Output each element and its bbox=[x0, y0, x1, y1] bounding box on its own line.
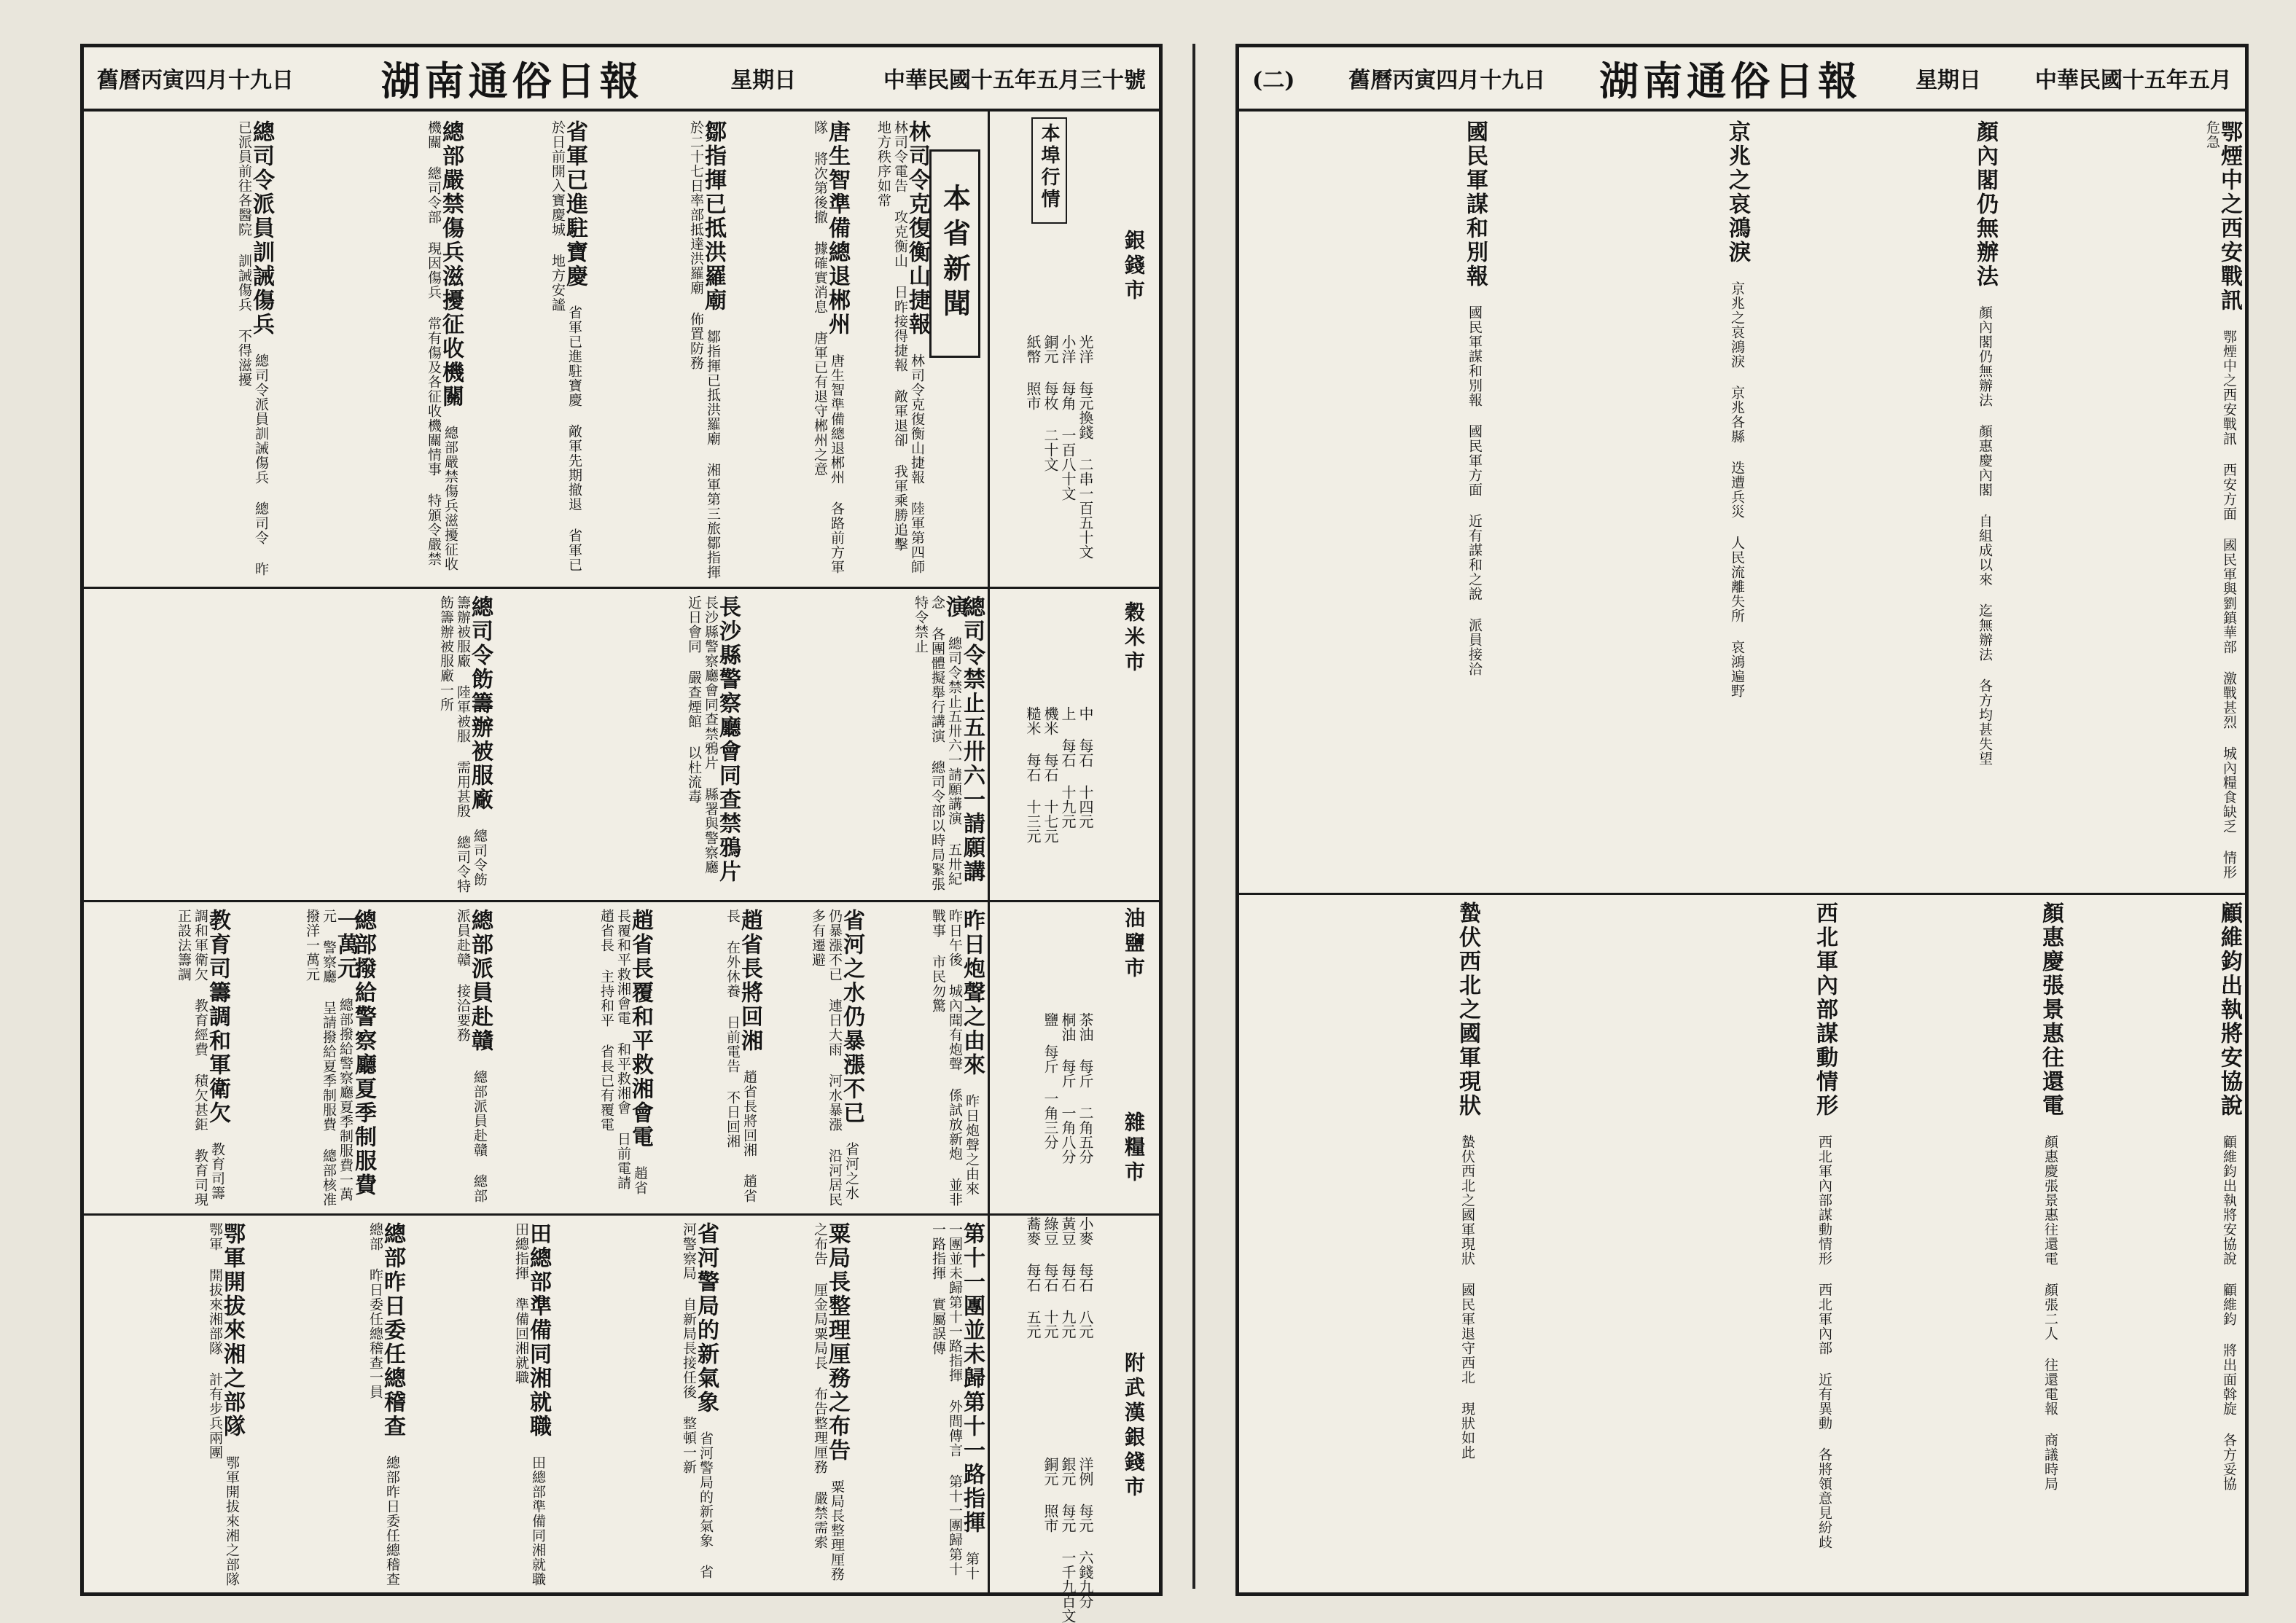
article-16-headline: 教育司籌調和軍衛欠 bbox=[205, 909, 230, 1125]
market-grain-line-2: 黃豆 每石 九元 bbox=[1059, 1216, 1077, 1339]
market-silver-line-1: 光洋 每元換錢 二串一百五十文 bbox=[1077, 335, 1094, 559]
article-6 bbox=[91, 120, 274, 579]
article-12 bbox=[652, 909, 762, 1208]
market-divider bbox=[988, 112, 990, 1592]
right-article-8-body: 蟄伏西北之國軍現狀 國民軍退守西北 現狀如此 bbox=[1459, 1135, 1475, 1460]
market-rice-line-2: 上 每石 十九元 bbox=[1059, 706, 1077, 829]
article-3-body: 鄒指揮已抵洪羅廟 湘軍第三旅鄒指揮 於二十七日率部抵達洪羅廟 佈置防務 bbox=[688, 120, 721, 579]
article-10 bbox=[864, 909, 985, 1208]
article-10-headline: 昨日炮聲之由來 bbox=[959, 909, 985, 1077]
market-silver-line-4: 紙幣 照市 bbox=[1024, 335, 1042, 410]
market-grain-line-4: 蕎麥 每石 五元 bbox=[1024, 1216, 1042, 1339]
market-silver-line-3: 銅元 每枚 二十文 bbox=[1042, 335, 1059, 472]
article-21-body: 總部昨日委任總稽查 總部 昨日委任總稽查一員 bbox=[367, 1222, 400, 1587]
right-article-7-headline: 西北軍內部謀動情形 bbox=[1812, 902, 1838, 1118]
right-article-3-body: 京兆之哀鴻淚 京兆各縣 迭遭兵災 人民流離失所 哀鴻遍野 bbox=[1729, 281, 1745, 698]
article-19-body: 省河警局的新氣象 省河警察局 自新局長接任後 整頓一新 bbox=[681, 1222, 714, 1579]
article-4-headline: 省軍已進駐寶慶 bbox=[562, 120, 587, 289]
article-20-headline: 田總部準備同湘就職 bbox=[526, 1222, 551, 1439]
article-22 bbox=[91, 1222, 245, 1587]
right-paper-title: 湖南通俗日報 bbox=[1599, 57, 1862, 104]
article-13 bbox=[492, 909, 653, 1208]
market-silver-line-2: 小洋 每角 一百八十文 bbox=[1059, 335, 1077, 501]
article-8-body: 長沙縣警察廳會同查禁鴉片 縣署與警察廳 近日會同 嚴查煙館 以杜流毒 bbox=[686, 595, 719, 875]
market-grain-line-1: 小麥 每石 八元 bbox=[1077, 1216, 1094, 1339]
article-5-headline: 總部嚴禁傷兵滋擾征收機關 bbox=[438, 120, 464, 409]
article-5 bbox=[273, 120, 464, 579]
article-19-headline: 省河警局的新氣象 bbox=[693, 1222, 719, 1415]
article-2-body: 唐生智準備總退郴州 各路前方軍隊 將次第後撤 據確實消息 唐軍已有退守郴州之意 bbox=[812, 120, 845, 574]
article-17 bbox=[849, 1222, 985, 1587]
right-article-4-headline: 國民軍謀和別報 bbox=[1462, 120, 1488, 289]
left-weekday: 星期日 bbox=[730, 68, 797, 93]
right-article-5-headline: 顧維鈞出執將安協說 bbox=[2217, 902, 2242, 1118]
article-14 bbox=[375, 909, 493, 1208]
right-article-2-headline: 顏內閣仍無辦法 bbox=[1972, 120, 1998, 289]
article-12-headline: 趙省長將回湘 bbox=[737, 909, 762, 1053]
article-18 bbox=[718, 1222, 850, 1587]
right-article-1 bbox=[1997, 120, 2242, 885]
article-15 bbox=[230, 909, 376, 1208]
right-article-7 bbox=[1480, 902, 1838, 1583]
left-date: 中華民國十五年五月三十號 bbox=[883, 68, 1146, 93]
article-22-headline: 鄂軍開拔來湘之部隊 bbox=[219, 1222, 245, 1439]
right-article-6-headline: 顏惠慶張景惠往還電 bbox=[2038, 902, 2063, 1118]
article-2 bbox=[725, 120, 850, 579]
market-grain-list bbox=[1002, 1111, 1112, 1339]
article-13-headline: 趙省長覆和平救湘會電 bbox=[628, 909, 653, 1149]
article-14-headline: 總部派員赴贛 bbox=[467, 909, 493, 1053]
market-wuhan-list bbox=[1002, 1352, 1112, 1623]
center-gutter bbox=[1192, 44, 1195, 1589]
article-6-body: 總司令派員訓誡傷兵 總司令 昨已派員前往各醫院 訓誡傷兵 不得滋擾 bbox=[236, 120, 269, 576]
market-oil-line-1: 茶油 每斤 二角五分 bbox=[1077, 1012, 1094, 1164]
right-article-1-body: 鄂煙中之西安戰訊 西安方面 國民軍與劉鎮華部 激戰甚烈 城內糧食缺乏 情形危急 bbox=[2204, 120, 2237, 880]
article-17-headline: 第十一團並未歸第十一路指揮 bbox=[959, 1222, 985, 1535]
article-3-headline: 鄒指揮已抵洪羅廟 bbox=[700, 120, 726, 313]
article-5-body: 總部嚴禁傷兵滋擾征收機關 總司令部 現因傷兵 常有傷及各征收機關情事 特頒令嚴禁 bbox=[426, 120, 458, 571]
article-8-headline: 長沙縣警察廳會同查禁鴉片 bbox=[715, 595, 741, 884]
right-masthead bbox=[1239, 47, 2245, 112]
article-9-body: 總司令飭籌辦被服廠 陸軍被服 需用甚殷 總司令特飭籌辦被服廠一所 bbox=[438, 595, 488, 893]
market-silver-list bbox=[1002, 230, 1112, 559]
market-silver-title: 銀錢市 bbox=[1122, 230, 1146, 304]
market-wuhan-line-1: 洋例 每元 六錢九分 bbox=[1077, 1457, 1094, 1608]
market-wuhan-title: 附武漢銀錢市 bbox=[1122, 1352, 1146, 1501]
article-4-body: 省軍已進駐寶慶 敵軍先期撤退 省軍已於日前開入寶慶城 地方安謐 bbox=[550, 120, 582, 572]
article-1-body: 林司令克復衡山捷報 陸軍第四師林司令電告 攻克衡山 日昨接得捷報 敵軍退卻 我軍乘勝追擊 地方秩序如常 bbox=[875, 120, 925, 574]
market-rice-line-4: 糙米 每石 十三元 bbox=[1024, 706, 1042, 843]
article-22-body: 鄂軍開拔來湘之部隊 鄂軍 開拔來湘部隊 計有步兵兩團 bbox=[207, 1222, 240, 1587]
article-16 bbox=[91, 909, 230, 1208]
article-12-body: 趙省長將回湘 趙省長 在外休養 日前電告 不日回湘 bbox=[725, 909, 757, 1203]
article-20 bbox=[405, 1222, 551, 1587]
market-grain-title: 雜糧市 bbox=[1122, 1111, 1146, 1186]
article-3 bbox=[587, 120, 726, 579]
article-15-headline: 總部撥給警察廳夏季制服費一萬元 bbox=[333, 909, 376, 1197]
right-tier-rule bbox=[1239, 893, 2245, 895]
left-lunar-date: 舊曆丙寅四月十九日 bbox=[97, 68, 294, 93]
left-masthead bbox=[84, 47, 1159, 112]
right-article-3-headline: 京兆之哀鴻淚 bbox=[1725, 120, 1750, 265]
market-oil-line-2: 桐油 每斤 一角八分 bbox=[1059, 1012, 1077, 1164]
right-page-number: (二) bbox=[1252, 68, 1295, 93]
right-article-6-body: 顏惠慶張景惠往還電 顏張二人 往還電報 商議時局 bbox=[2042, 1135, 2058, 1491]
right-weekday: 星期日 bbox=[1916, 68, 1982, 93]
market-rice-title: 穀米市 bbox=[1122, 601, 1146, 676]
article-11 bbox=[762, 909, 864, 1208]
article-7-headline: 總司令禁止五卅六一請願講演 bbox=[942, 595, 985, 884]
market-rice-list bbox=[1002, 601, 1112, 893]
article-21 bbox=[244, 1222, 405, 1587]
right-lunar-date: 舊曆丙寅四月十九日 bbox=[1348, 68, 1546, 93]
article-10-body: 昨日炮聲之由來 昨日午後 城內聞有炮聲 係試放新炮 並非戰事 市民勿驚 bbox=[930, 909, 980, 1207]
article-11-headline: 省河之水仍暴漲不已 bbox=[839, 909, 864, 1125]
right-article-5 bbox=[2063, 902, 2242, 1583]
market-grain-line-3: 綠豆 每石 十元 bbox=[1042, 1216, 1059, 1339]
right-article-3 bbox=[1487, 120, 1750, 885]
article-1-headline: 林司令克復衡山捷報 bbox=[905, 120, 930, 337]
right-article-4 bbox=[1246, 120, 1488, 885]
tier-rule-1 bbox=[84, 587, 1159, 589]
article-18-headline: 粟局長整理厘務之布告 bbox=[824, 1222, 850, 1463]
article-8 bbox=[492, 595, 741, 894]
article-20-body: 田總部準備同湘就職 田總指揮 準備回湘就職 bbox=[513, 1222, 546, 1587]
article-1 bbox=[849, 120, 930, 579]
right-article-2-body: 顏內閣仍無辦法 顏惠慶內閣 自組成以來 迄無辦法 各方均甚失望 bbox=[1977, 305, 1993, 766]
article-15-body: 總部撥給警察廳夏季制服費一萬元 警察廳 呈請撥給夏季制服費 總部核准撥洋一萬元 bbox=[304, 909, 354, 1207]
right-page bbox=[1235, 44, 2249, 1596]
market-title-box: 本埠行情 bbox=[1031, 117, 1067, 224]
market-wuhan-line-2: 銀元 每元 一千九百文 bbox=[1059, 1457, 1077, 1623]
market-rice-line-1: 中 每石 十四元 bbox=[1077, 706, 1094, 829]
right-article-4-body: 國民軍謀和別報 國民軍方面 近有謀和之說 派員接洽 bbox=[1467, 305, 1483, 676]
right-article-1-headline: 鄂煙中之西安戰訊 bbox=[2217, 120, 2242, 313]
article-2-headline: 唐生智準備總退郴州 bbox=[824, 120, 850, 337]
article-9-headline: 總司令飭籌辦被服廠 bbox=[467, 595, 493, 812]
right-date: 中華民國十五年五月 bbox=[2034, 68, 2232, 93]
article-14-body: 總部派員赴贛 總部 派員赴贛 接洽要務 bbox=[455, 909, 488, 1203]
article-7 bbox=[740, 595, 985, 894]
right-article-2 bbox=[1749, 120, 1998, 885]
market-oil-title: 油鹽市 bbox=[1122, 907, 1146, 982]
article-18-body: 粟局長整理厘務之布告 厘金局粟局長 布告整理厘務 嚴禁需索 bbox=[812, 1222, 845, 1581]
article-17-body: 第十一團並未歸第十一路指揮 外間傳言 第十一團歸第十一路指揮 實屬誤傳 bbox=[930, 1222, 980, 1581]
right-article-5-body: 顧維鈞出執將安協說 顧維鈞 將出面斡旋 各方妥協 bbox=[2221, 1135, 2237, 1491]
article-11-body: 省河之水仍暴漲不已 連日大雨 河水暴漲 沿河居民 多有遷避 bbox=[810, 909, 859, 1207]
left-page bbox=[80, 44, 1163, 1623]
right-article-7-body: 西北軍內部謀動情形 西北軍內部 近有異動 各將領意見紛歧 bbox=[1816, 1135, 1832, 1549]
local-news-box: 本省新聞 bbox=[929, 149, 980, 358]
market-wuhan-line-3: 銅元 照市 bbox=[1042, 1457, 1059, 1533]
market-oil-list bbox=[1002, 907, 1112, 1164]
article-4 bbox=[463, 120, 587, 579]
right-article-8-headline: 蟄伏西北之國軍現狀 bbox=[1455, 902, 1480, 1118]
right-article-8 bbox=[1246, 902, 1480, 1583]
tier-rule-2 bbox=[84, 900, 1159, 902]
right-article-6 bbox=[1837, 902, 2063, 1583]
article-9 bbox=[91, 595, 493, 894]
left-paper-title: 湖南通俗日報 bbox=[380, 57, 644, 104]
article-13-body: 趙省長覆和平救湘會電 和平救湘會 日前電請 趙省長 主持和平 省長已有覆電 bbox=[598, 909, 648, 1195]
article-16-body: 教育司籌調和軍衛欠 教育經費 積欠甚鉅 教育司現正設法籌調 bbox=[176, 909, 225, 1207]
market-rice-line-3: 機米 每石 十七元 bbox=[1042, 706, 1059, 843]
article-6-headline: 總司令派員訓誡傷兵 bbox=[249, 120, 274, 337]
tier-rule-3 bbox=[84, 1213, 1159, 1216]
article-21-headline: 總部昨日委任總稽查 bbox=[380, 1222, 405, 1439]
article-19 bbox=[550, 1222, 719, 1587]
article-7-body: 總司令禁止五卅六一請願講演 五卅紀念 各團體擬舉行講演 總司令部以時局緊張 特令禁止 bbox=[913, 595, 962, 891]
market-oil-line-3: 鹽 每斤 一角三分 bbox=[1042, 1012, 1059, 1149]
